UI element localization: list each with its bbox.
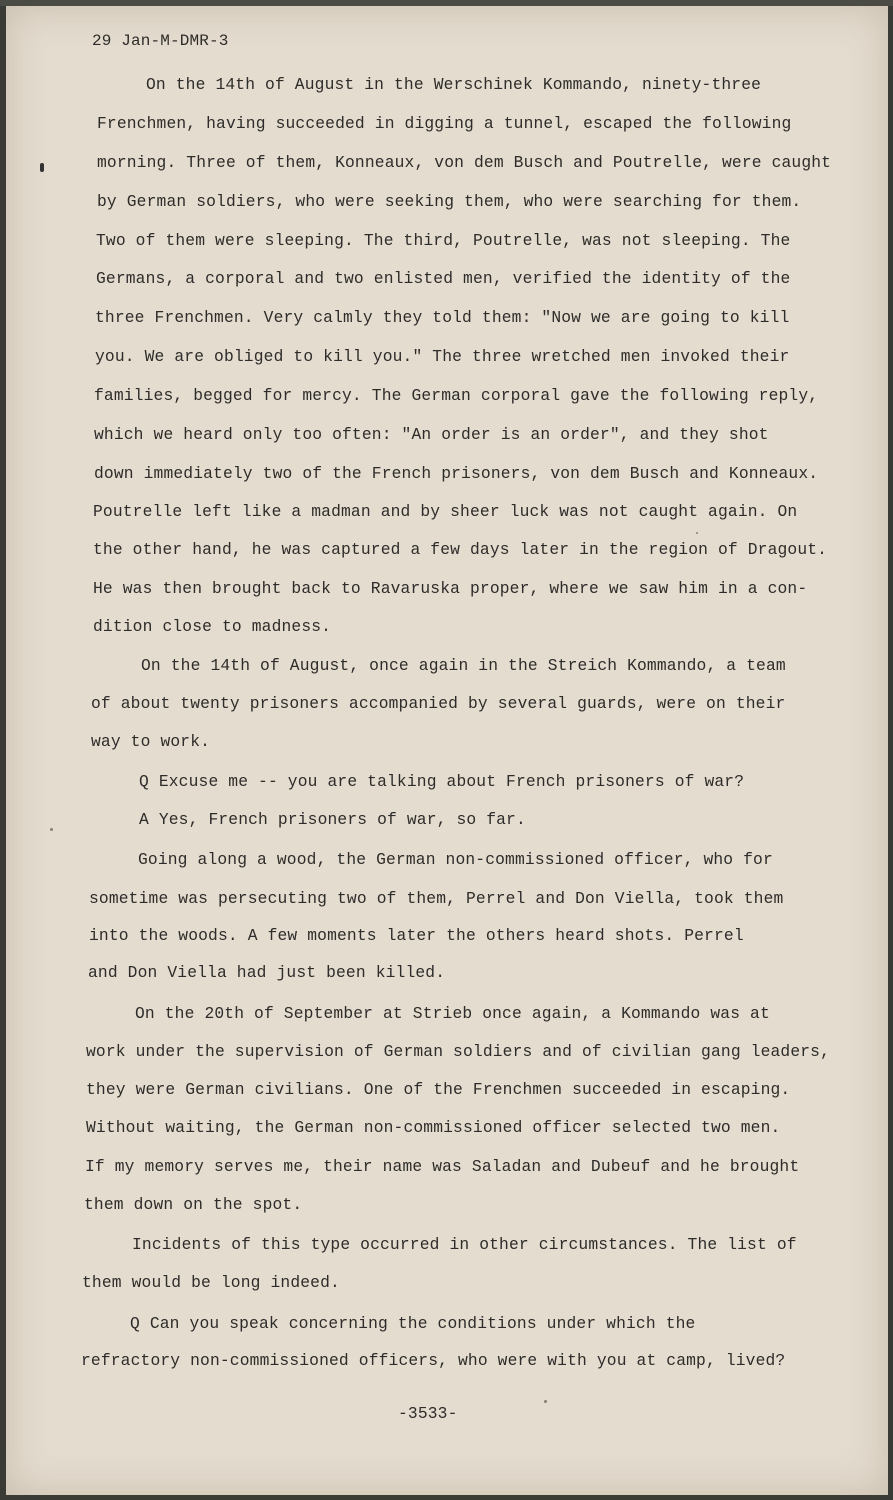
text-line: refractory non-commissioned officers, who were with you at camp, lived?	[81, 1351, 786, 1370]
text-line: Two of them were sleeping. The third, Poutrelle, was not sleeping. The	[96, 231, 791, 250]
text-line: Frenchmen, having succeeded in digging a tunnel, escaped the following	[97, 114, 792, 133]
answer-line: A Yes, French prisoners of war, so far.	[139, 810, 526, 829]
margin-mark	[40, 163, 44, 172]
text-line: families, begged for mercy. The German corporal gave the following reply,	[94, 386, 819, 405]
paper-speck	[50, 828, 53, 831]
text-line: Poutrelle left like a madman and by sheer luck was not caught again. On	[93, 502, 798, 521]
document-header: 29 Jan-M-DMR-3	[92, 32, 229, 50]
text-line: On the 20th of September at Strieb once again, a Kommando was at	[135, 1004, 770, 1023]
text-line: they were German civilians. One of the Frenchmen succeeded in escaping.	[86, 1080, 791, 1099]
text-line: which we heard only too often: "An order is an order", and they shot	[94, 425, 769, 444]
text-line: Without waiting, the German non-commissioned officer selected two men.	[86, 1118, 781, 1137]
paper-speck	[696, 532, 698, 534]
text-line: them would be long indeed.	[82, 1273, 340, 1292]
text-line: Going along a wood, the German non-commissioned officer, who for	[138, 850, 773, 869]
text-line: dition close to madness.	[93, 617, 332, 636]
text-line: the other hand, he was captured a few days later in the region of Dragout.	[93, 540, 828, 559]
text-line: morning. Three of them, Konneaux, von dem Busch and Poutrelle, were caught	[97, 153, 832, 172]
text-line: three Frenchmen. Very calmly they told them: "Now we are going to kill	[95, 308, 790, 327]
text-line: sometime was persecuting two of them, Perrel and Don Viella, took them	[89, 889, 784, 908]
question-line: Q Can you speak concerning the conditions under which the	[130, 1314, 696, 1333]
text-line: On the 14th of August in the Werschinek Kommando, ninety-three	[146, 75, 762, 94]
text-line: by German soldiers, who were seeking them, who were searching for them.	[97, 192, 802, 211]
page-number: -3533-	[398, 1404, 458, 1423]
text-line: you. We are obliged to kill you." The three wretched men invoked their	[95, 347, 790, 366]
text-line: He was then brought back to Ravaruska proper, where we saw him in a con-	[93, 579, 808, 598]
text-line: into the woods. A few moments later the others heard shots. Perrel	[89, 926, 744, 945]
text-line: and Don Viella had just been killed.	[88, 963, 446, 982]
text-line: them down on the spot.	[84, 1195, 303, 1214]
text-line: Germans, a corporal and two enlisted men, verified the identity of the	[96, 269, 791, 288]
text-line: Incidents of this type occurred in other circumstances. The list of	[132, 1235, 797, 1254]
text-line: On the 14th of August, once again in the Streich Kommando, a team	[141, 656, 786, 675]
paper-speck	[544, 1400, 547, 1403]
text-line: down immediately two of the French prisoners, von dem Busch and Konneaux.	[94, 464, 819, 483]
text-line: way to work.	[91, 732, 211, 751]
text-line: If my memory serves me, their name was Saladan and Dubeuf and he brought	[85, 1157, 800, 1176]
question-line: Q Excuse me -- you are talking about French prisoners of war?	[139, 772, 745, 791]
text-line: of about twenty prisoners accompanied by several guards, were on their	[91, 694, 786, 713]
text-line: work under the supervision of German soldiers and of civilian gang leaders,	[86, 1042, 831, 1061]
